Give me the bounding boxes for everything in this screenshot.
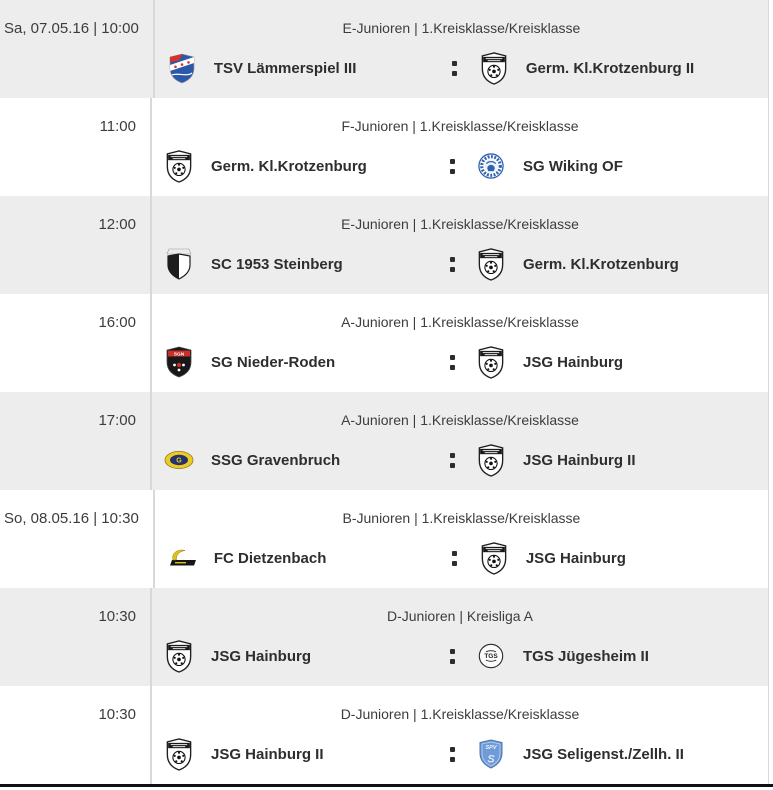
- home-team-name: JSG Hainburg II: [211, 745, 324, 763]
- versus-colon-icon: [450, 649, 455, 664]
- match-row[interactable]: [0, 588, 769, 686]
- kickoff-time: 10:30: [0, 588, 152, 686]
- home-team-name: TSV Lämmerspiel III: [213, 59, 357, 77]
- home-team-name: FC Dietzenbach: [213, 549, 327, 567]
- kickoff-time: 10:30: [0, 686, 152, 784]
- away-team-name: TGS Jügesheim II: [523, 647, 649, 665]
- match-row[interactable]: [0, 0, 769, 98]
- match-row[interactable]: [0, 294, 769, 392]
- germania-krotzenburg-logo: [164, 148, 194, 184]
- match-line: [152, 732, 768, 776]
- away-team-name: Germ. Kl.Krotzenburg II: [525, 59, 695, 77]
- away-team-name: Germ. Kl.Krotzenburg: [523, 255, 679, 273]
- match-row[interactable]: [0, 196, 769, 294]
- league-label: E-Junioren | 1.Kreisklasse/Kreisklasse: [341, 216, 579, 232]
- tgs-juegesheim-logo: [476, 638, 506, 674]
- league-label: B-Junioren | 1.Kreisklasse/Kreisklasse: [342, 510, 581, 526]
- league-label: E-Junioren | 1.Kreisklasse/Kreisklasse: [342, 20, 581, 36]
- away-team-name: JSG Hainburg: [523, 353, 624, 371]
- match-line: [152, 242, 768, 286]
- match-line: [152, 634, 768, 678]
- kickoff-time: 11:00: [0, 98, 152, 196]
- bottom-divider: [0, 784, 773, 787]
- match-line: [155, 46, 768, 90]
- versus-colon-icon: [450, 453, 455, 468]
- league-label: A-Junioren | 1.Kreisklasse/Kreisklasse: [341, 412, 579, 428]
- away-team-name: JSG Hainburg: [525, 549, 626, 567]
- tsv-laemmerspiel-logo: [167, 50, 197, 86]
- match-line: [152, 144, 768, 188]
- sg-nieder-roden-logo: [164, 344, 194, 380]
- jsg-seligenstadt-zellhausen-logo: [476, 736, 506, 772]
- jsg-hainburg-logo: [476, 442, 506, 478]
- kickoff-time: 16:00: [0, 294, 152, 392]
- home-team-name: SSG Gravenbruch: [211, 451, 341, 469]
- match-line: [152, 340, 768, 384]
- match-row[interactable]: [0, 686, 769, 784]
- versus-colon-icon: [450, 257, 455, 272]
- match-line: [152, 438, 768, 482]
- away-team-name: SG Wiking OF: [523, 157, 623, 175]
- sg-wiking-logo: [476, 148, 506, 184]
- kickoff-time: So, 08.05.16 | 10:30: [0, 490, 155, 588]
- versus-colon-icon: [450, 159, 455, 174]
- league-label: A-Junioren | 1.Kreisklasse/Kreisklasse: [341, 314, 579, 330]
- away-team-name: JSG Seligenst./Zellh. II: [523, 745, 684, 763]
- home-team-name: SC 1953 Steinberg: [211, 255, 343, 273]
- versus-colon-icon: [450, 355, 455, 370]
- ssg-gravenbruch-logo: [164, 442, 194, 478]
- home-team-name: JSG Hainburg: [211, 647, 312, 665]
- kickoff-time: Sa, 07.05.16 | 10:00: [0, 0, 155, 98]
- match-row[interactable]: [0, 392, 769, 490]
- kickoff-time: 12:00: [0, 196, 152, 294]
- jsg-hainburg-logo: [164, 638, 194, 674]
- home-team-name: Germ. Kl.Krotzenburg: [211, 157, 367, 175]
- match-row[interactable]: [0, 98, 769, 196]
- home-team-name: SG Nieder-Roden: [211, 353, 336, 371]
- league-label: D-Junioren | Kreisliga A: [386, 608, 534, 624]
- sc-steinberg-logo: [164, 246, 194, 282]
- versus-colon-icon: [452, 61, 457, 76]
- versus-colon-icon: [452, 551, 457, 566]
- league-label: D-Junioren | 1.Kreisklasse/Kreisklasse: [340, 706, 580, 722]
- germania-krotzenburg-logo: [479, 50, 509, 86]
- away-team-name: JSG Hainburg II: [523, 451, 636, 469]
- jsg-hainburg-logo: [479, 540, 509, 576]
- germania-krotzenburg-logo: [476, 246, 506, 282]
- match-line: [155, 536, 768, 580]
- jsg-hainburg-logo: [164, 736, 194, 772]
- kickoff-time: 17:00: [0, 392, 152, 490]
- jsg-hainburg-logo: [476, 344, 506, 380]
- versus-colon-icon: [450, 747, 455, 762]
- match-row[interactable]: [0, 490, 769, 588]
- league-label: F-Junioren | 1.Kreisklasse/Kreisklasse: [341, 118, 579, 134]
- fc-dietzenbach-logo: [167, 540, 197, 576]
